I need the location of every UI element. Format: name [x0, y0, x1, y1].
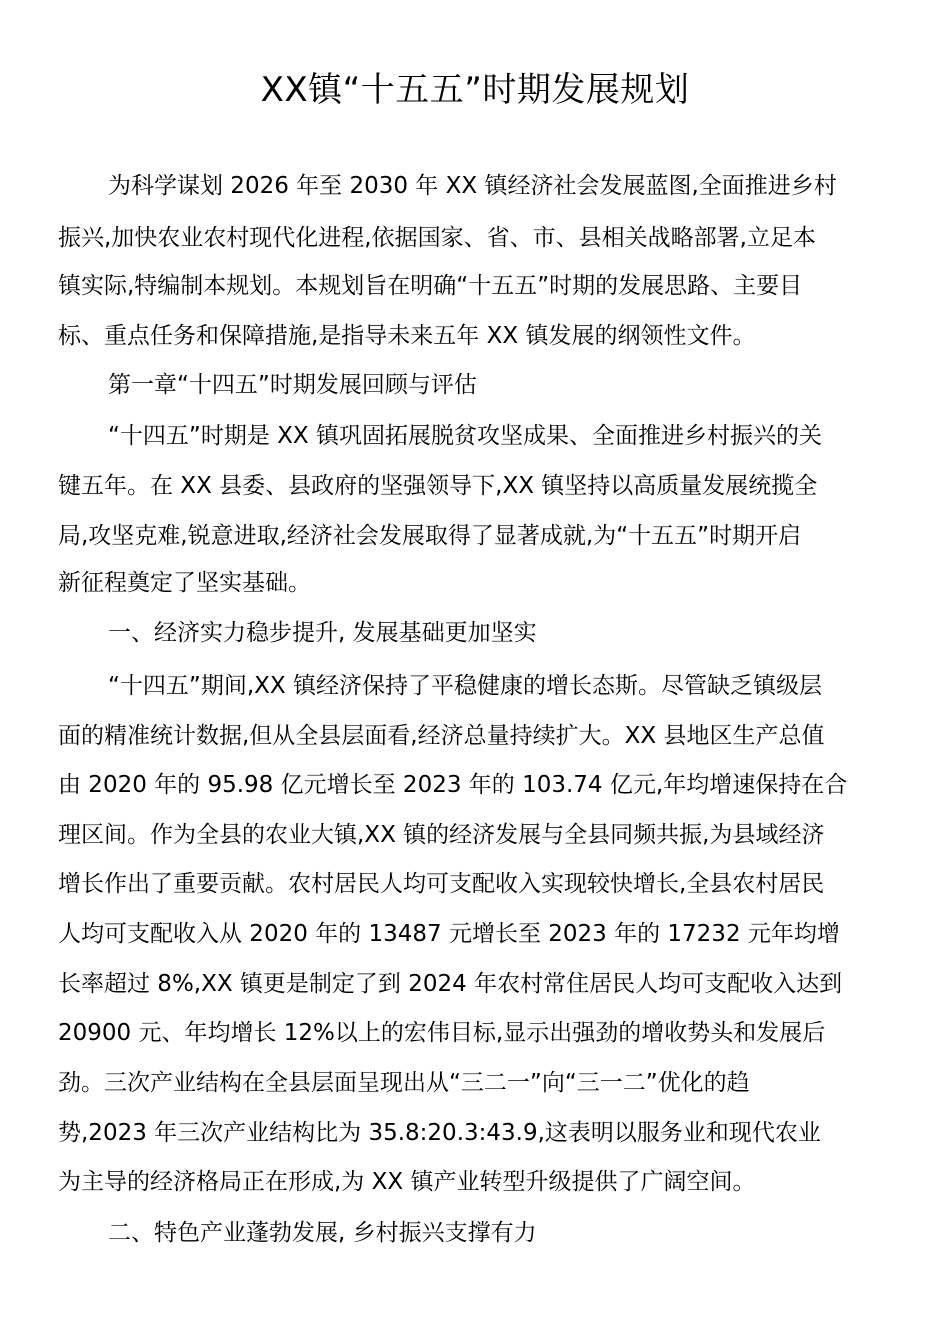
paragraph-line: 新征程奠定了坚实基础。: [58, 570, 311, 596]
paragraph-line: “十四五”时期是 XX 镇巩固拓展脱贫攻坚成果、全面推进乡村振兴的关: [108, 423, 822, 449]
paragraph-line: 为主导的经济格局正在形成,为 XX 镇产业转型升级提供了广阔空间。: [58, 1169, 756, 1195]
section-two-heading: 二、特色产业蓬勃发展, 乡村振兴支撑有力: [108, 1220, 537, 1246]
section-one-heading: 一、经济实力稳步提升, 发展基础更加坚实: [108, 620, 537, 646]
paragraph-line: 人均可支配收入从 2020 年的 13487 元增长至 2023 年的 17232 元年均增: [58, 921, 840, 947]
paragraph-line: 振兴,加快农业农村现代化进程,依据国家、省、市、县相关战略部署,立足本: [58, 225, 816, 251]
paragraph-line: 面的精准统计数据,但从全县层面看,经济总量持续扩大。XX 县地区生产总值: [58, 723, 825, 749]
intro-paragraph-line: 为科学谋划 2026 年至 2030 年 XX 镇经济社会发展蓝图,全面推进乡村: [108, 173, 837, 199]
paragraph-line: 20900 元、年均增长 12%以上的宏伟目标,显示出强劲的增收势头和发展后: [58, 1020, 826, 1046]
paragraph-line: 标、重点任务和保障措施,是指导未来五年 XX 镇发展的纲领性文件。: [58, 323, 756, 349]
paragraph-line: 势,2023 年三次产业结构比为 35.8:20.3:43.9,这表明以服务业和现代农业: [58, 1120, 821, 1146]
document-title: XX镇“十五五”时期发展规划: [260, 70, 690, 110]
paragraph-line: 键五年。在 XX 县委、县政府的坚强领导下,XX 镇坚持以高质量发展统揽全: [58, 473, 818, 499]
paragraph-line: 镇实际,特编制本规划。本规划旨在明确“十五五”时期的发展思路、主要目: [58, 273, 803, 299]
paragraph-line: 增长作出了重要贡献。农村居民人均可支配收入实现较快增长,全县农村居民: [58, 871, 825, 897]
chapter-one-heading: 第一章“十四五”时期发展回顾与评估: [108, 372, 477, 398]
paragraph-line: 局,攻坚克难,锐意进取,经济社会发展取得了显著成就,为“十五五”时期开启: [58, 523, 802, 549]
paragraph-line: 理区间。作为全县的农业大镇,XX 镇的经济发展与全县同频共振,为县域经济: [58, 822, 825, 848]
paragraph-line: 劲。三次产业结构在全县层面呈现出从“三二一”向“三一二”优化的趋: [58, 1070, 750, 1096]
paragraph-line: “十四五”期间,XX 镇经济保持了平稳健康的增长态斯。尽管缺乏镇级层: [108, 673, 822, 699]
paragraph-line: 长率超过 8%,XX 镇更是制定了到 2024 年农村常住居民人均可支配收入达到: [58, 971, 843, 997]
paragraph-line: 由 2020 年的 95.98 亿元增长至 2023 年的 103.74 亿元,年均增速保持在合: [58, 772, 848, 798]
